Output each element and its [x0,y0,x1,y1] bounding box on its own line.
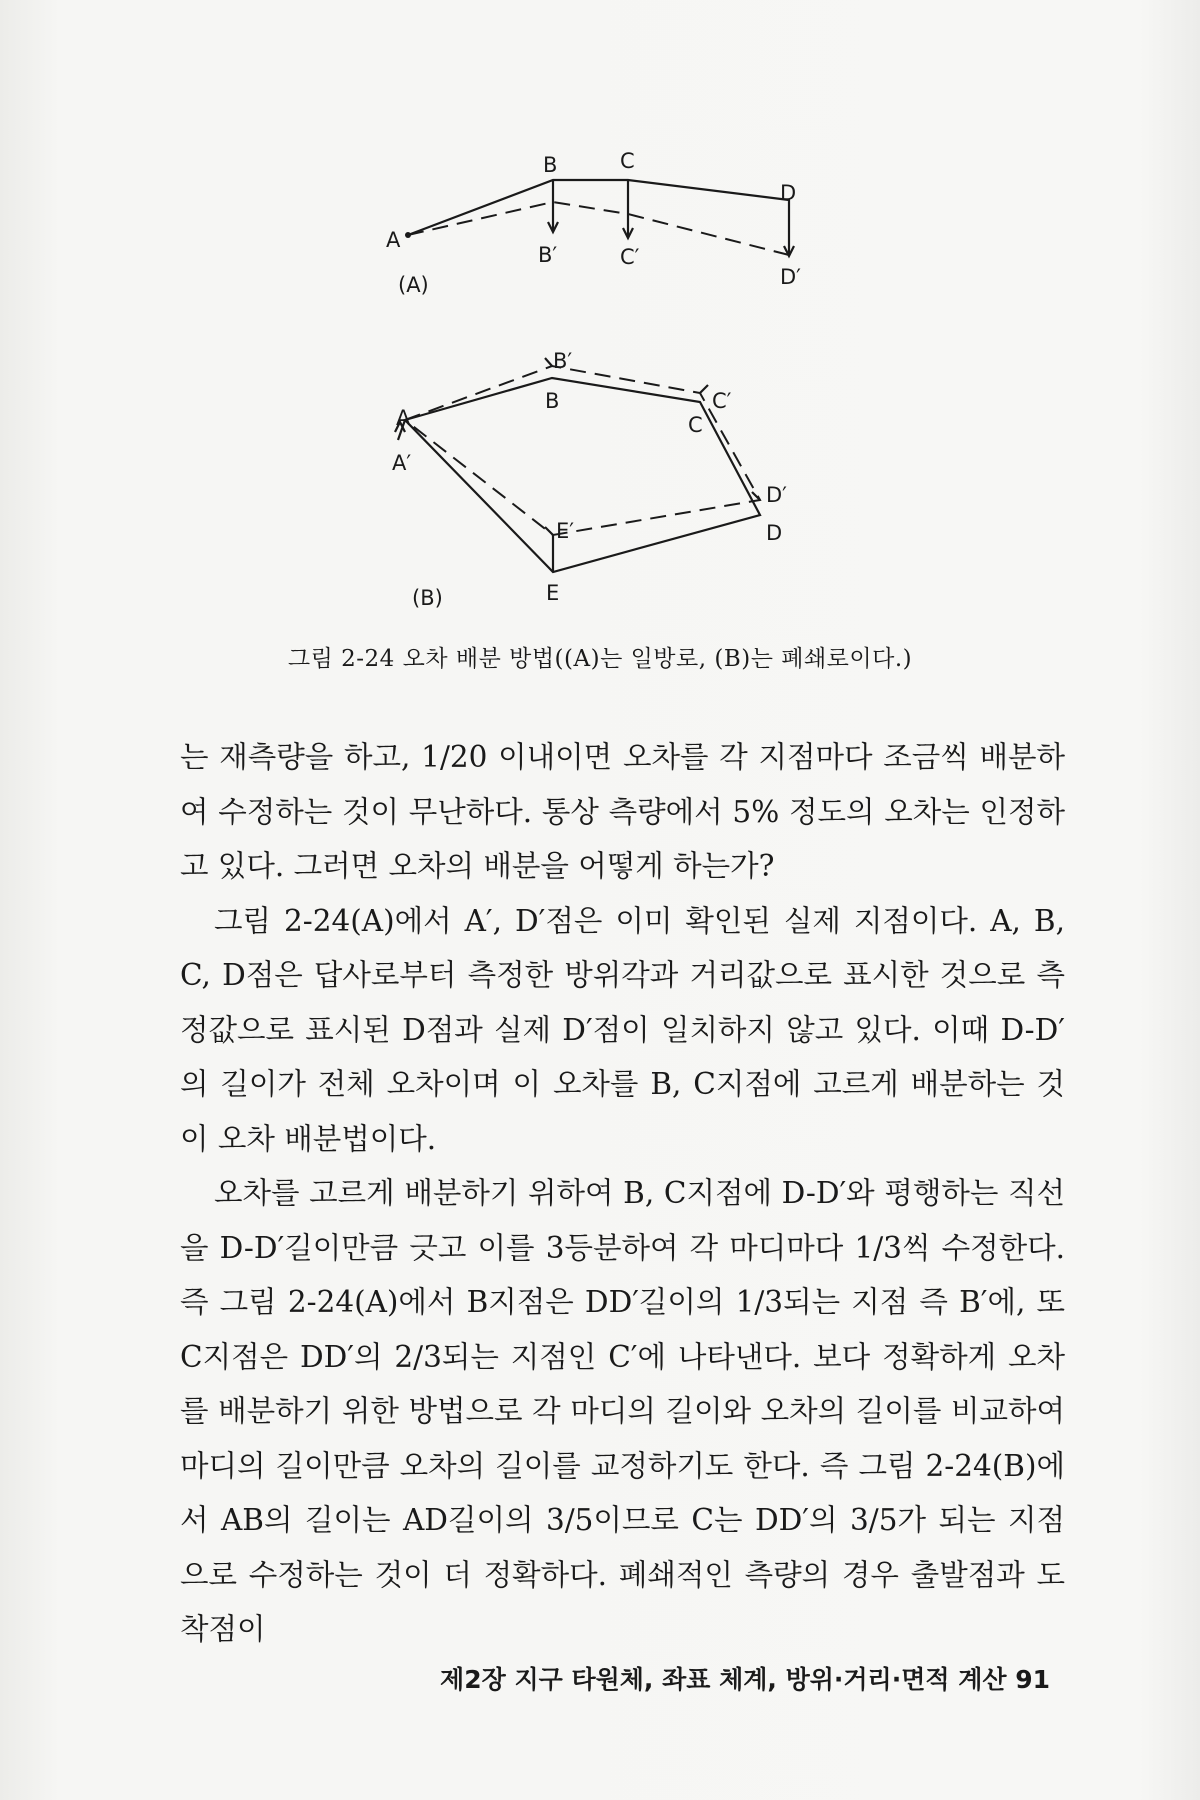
label-c-prime: C′ [620,245,640,269]
tick-e-prime [545,527,553,535]
measured-traverse-polygon [405,378,760,572]
label-a-b: A [396,406,411,430]
paragraph-1: 는 재측량을 하고, 1/20 이내이면 오차를 각 지점마다 조금씩 배분하여 수정하는 것이 무난하다. 통상 측량에서 5% 정도의 오차는 인정하고 있다. 그러면 오차의 배분을 어떻게 하는가? [180,740,1065,883]
label-d-prime: D′ [780,265,801,289]
label-e-b: E [546,581,560,605]
paragraph-2: 그림 2-24(A)에서 A′, D′점은 이미 확인된 실제 지점이다. A, B, C, D점은 답사로부터 측정한 방위각과 거리값으로 표시한 것으로 측정값으로 표시된 D점과 실제 D′점이 일치하지 않고 있다. 이때 D-D′의 길이가 전체 오차이며 이 오차를 B, C지점에 고르게 배분하는 것이 오차 배분법이다. [180,903,1065,1156]
tick-b-prime [545,358,552,366]
figure-caption: 그림 2-24 오차 배분 방법((A)는 일방로, (B)는 폐쇄로이다.) [287,646,913,672]
label-c: C [620,149,635,173]
label-b-prime-b: B′ [553,349,573,373]
label-b-b: B [545,389,560,413]
error-distribution-figure [0,0,1200,640]
corrected-traverse-line-a [408,202,789,255]
label-e-prime-b: E′ [556,519,575,543]
point-a-dot [405,232,411,238]
label-d-prime-b: D′ [766,483,787,507]
label-d: D [780,181,797,205]
label-b-prime: B′ [538,243,558,267]
paragraph-3: 오차를 고르게 배분하기 위하여 B, C지점에 D-D′와 평행하는 직선을 D-D′길이만큼 긋고 이를 3등분하여 각 마디마다 1/3씩 수정한다. 즉 그림 2-24(A)에서 B지점은 DD′길이의 1/3되는 지점 즉 B′에, 또 C지점은 DD′의 2/3되는 지점인 C′에 나타낸다. 보다 정확하게 오차를 배분하기 위한 방법으로 각 마디의 길이와 오차의 길이를 비교하여 마디의 길이만큼 오차의 길이를 교정하기도 한다. 즉 그림 2-24(B)에서 AB의 길이는 AD길이의 3/5이므로 C는 DD′의 3/5가 되는 지점으로 수정하는 것이 더 정확하다. 폐쇄적인 측량의 경우 출발점과 도착점이 [180,1176,1065,1646]
tick-c-prime [700,385,708,393]
measured-traverse-line-a [408,180,789,255]
body-text [180,730,1065,1657]
page-footer: 제2장 지구 타원체, 좌표 체계, 방위·거리·면적 계산 91 [440,1665,1050,1694]
figure-b-closed-traverse [392,349,787,610]
label-d-b: D [766,521,783,545]
label-c-prime-b: C′ [712,389,732,413]
corrected-traverse-polygon [405,366,760,535]
label-a-prime-b: A′ [392,451,412,475]
figure-a-label: (A) [398,273,429,297]
label-a: A [386,228,401,252]
label-c-b: C [688,413,703,437]
figure-a-open-traverse [386,149,801,297]
label-b: B [543,153,558,177]
figure-b-label: (B) [412,586,443,610]
